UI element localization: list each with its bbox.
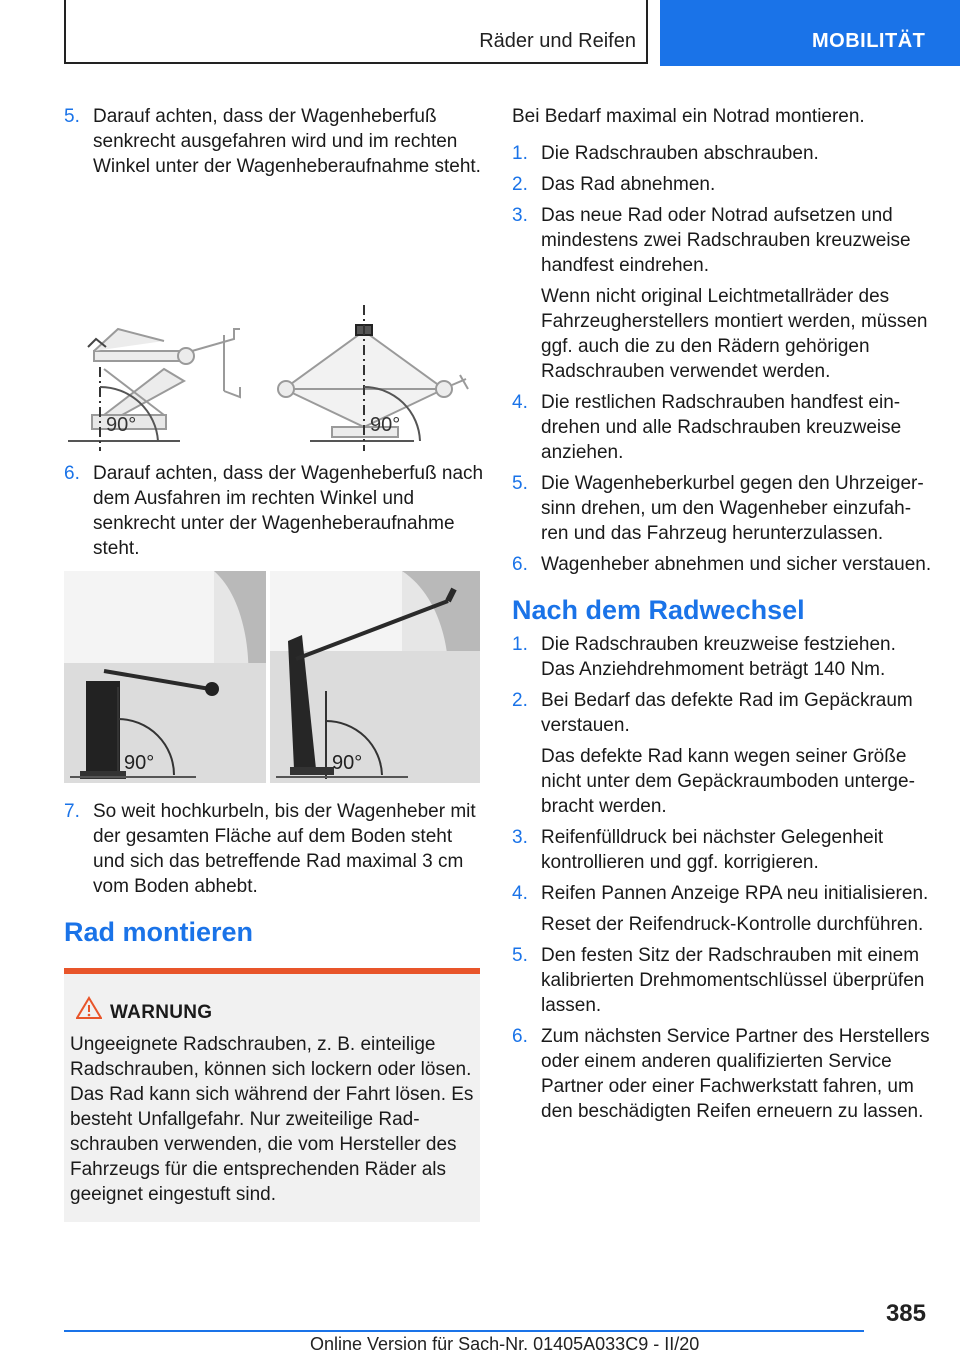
step-item xyxy=(512,632,932,682)
left-column xyxy=(64,104,484,948)
angle-label: 90° xyxy=(370,414,401,436)
jack-photo-illustration xyxy=(64,571,484,783)
step-item xyxy=(64,799,484,899)
warning-title: WARNUNG xyxy=(110,1002,213,1023)
step-number: 6. xyxy=(64,463,80,484)
jack-photo-figure xyxy=(64,571,484,783)
step-text: Wagenheber abnehmen und sicher verstauen. xyxy=(541,554,932,575)
step-item xyxy=(512,1024,932,1124)
step-text: Die Radschrauben kreuzweise festziehen. Das Anziehdrehmoment beträgt 140 Nm. xyxy=(541,634,896,680)
step-text: Reifen Pannen Anzeige RPA neu initialisieren. xyxy=(541,883,929,904)
chapter-label: MOBILITÄT xyxy=(812,30,926,52)
scissor-jack-illustration xyxy=(64,201,484,451)
step-text: Die Radschrauben abschrauben. xyxy=(541,143,819,164)
step-number: 1. xyxy=(512,634,528,655)
step-item xyxy=(512,881,932,906)
step-item xyxy=(512,825,932,875)
step-text: Darauf achten, dass der Wagenheberfuß nach dem Ausfahren im rechten Winkel und senkrecht unter der Wagenheberaufnahme steht. xyxy=(93,463,484,559)
step-text: Die restlichen Radschrauben handfest eindrehen und alle Radschrauben kreuzweise anziehen. xyxy=(541,392,902,463)
step-number: 5. xyxy=(512,473,528,494)
step-item xyxy=(512,552,932,577)
step-number: 5. xyxy=(512,945,528,966)
step-number: 6. xyxy=(512,1026,528,1047)
step-text: Darauf achten, dass der Wagenheberfuß senkrecht ausgefahren wird und im rechten Winkel unter der Wagenheberaufnahme steht. xyxy=(93,106,481,177)
chapter-tab xyxy=(660,0,960,66)
step-text: Bei Bedarf das defekte Rad im Gepäckraum verstauen. xyxy=(541,690,913,736)
section-heading: Rad montieren xyxy=(64,917,254,947)
step-number: 7. xyxy=(64,801,80,822)
step-text: Das neue Rad oder Notrad aufsetzen und mindestens zwei Radschrauben kreuzweise handfest eindrehen. xyxy=(541,205,911,276)
step-item xyxy=(512,688,932,738)
step-number: 3. xyxy=(512,205,528,226)
step-text: Reifenfülldruck bei nächster Gelegenheit kontrollieren und ggf. korrigieren. xyxy=(541,827,884,873)
step-number: 3. xyxy=(512,827,528,848)
intro-text: Bei Bedarf maximal ein Notrad montieren. xyxy=(512,106,865,127)
warning-triangle-icon xyxy=(76,996,102,1020)
page-number: 385 xyxy=(885,1300,926,1327)
step-item xyxy=(512,390,932,465)
section-heading: Nach dem Radwechsel xyxy=(512,595,805,625)
step-text: Das Rad abnehmen. xyxy=(541,174,716,195)
step-text: Die Wagenheberkurbel gegen den Uhrzeigersinn drehen, um den Wagenheber einzufahren und das Fahrzeug herunterzulassen. xyxy=(541,473,924,544)
step-item xyxy=(512,471,932,546)
step-item xyxy=(512,172,932,197)
step-note: Reset der Reifendruck-Kontrolle durchführen. xyxy=(541,914,924,935)
step-number: 4. xyxy=(512,883,528,904)
step-item xyxy=(512,141,932,166)
footer-text: Online Version für Sach-Nr. 01405A033C9 - II/20 xyxy=(310,1334,700,1354)
warning-text: Ungeeignete Radschrauben, z. B. einteilige Radschrauben, können sich lockern oder lösen. Das Rad kann sich während der Fahrt lösen. Es besteht Unfallgefahr. Nur zweiteilige Radschrauben verwenden, die vom Hersteller des Fahrzeugs für die entsprechenden Räder als geeignet eingestuft sind. xyxy=(70,1034,474,1205)
footer-divider xyxy=(64,1330,864,1332)
step-item xyxy=(512,203,932,278)
step-text: So weit hochkurbeln, bis der Wagenheber mit der gesamten Fläche auf dem Boden steht und sich das betreffende Rad maximal 3 cm vom Boden abhebt. xyxy=(93,801,476,897)
step-note: Wenn nicht original Leichtmetallräder des Fahrzeugherstellers montiert werden, müssen ggf. auch die zu den Rädern gehörigen Radschrauben verwendet werden. xyxy=(541,286,928,382)
step-number: 6. xyxy=(512,554,528,575)
right-column xyxy=(512,104,932,1130)
step-number: 4. xyxy=(512,392,528,413)
step-note: Das defekte Rad kann wegen seiner Größe nicht unter dem Gepäckraumboden untergebracht werden. xyxy=(541,746,915,817)
step-number: 1. xyxy=(512,143,528,164)
step-text: Zum nächsten Service Partner des Herstellers oder einem anderen qualifizierten Service Partner oder einer Fachwerkstatt fahren, um den beschädigten Reifen erneuern zu lassen. xyxy=(541,1026,930,1122)
step-item xyxy=(512,943,932,1018)
header-section-title: Räder und Reifen xyxy=(479,30,636,52)
warning-box xyxy=(64,968,480,1222)
step-number: 5. xyxy=(64,106,80,127)
step-number: 2. xyxy=(512,174,528,195)
scissor-jack-figure xyxy=(64,201,484,451)
step-item xyxy=(64,461,484,561)
step-item xyxy=(64,104,484,179)
angle-label: 90° xyxy=(106,414,137,436)
angle-label: 90° xyxy=(124,752,155,774)
step-text: Den festen Sitz der Radschrauben mit einem kalibrierten Drehmomentschlüssel überprüfen lassen. xyxy=(541,945,925,1016)
angle-label: 90° xyxy=(332,752,363,774)
step-number: 2. xyxy=(512,690,528,711)
